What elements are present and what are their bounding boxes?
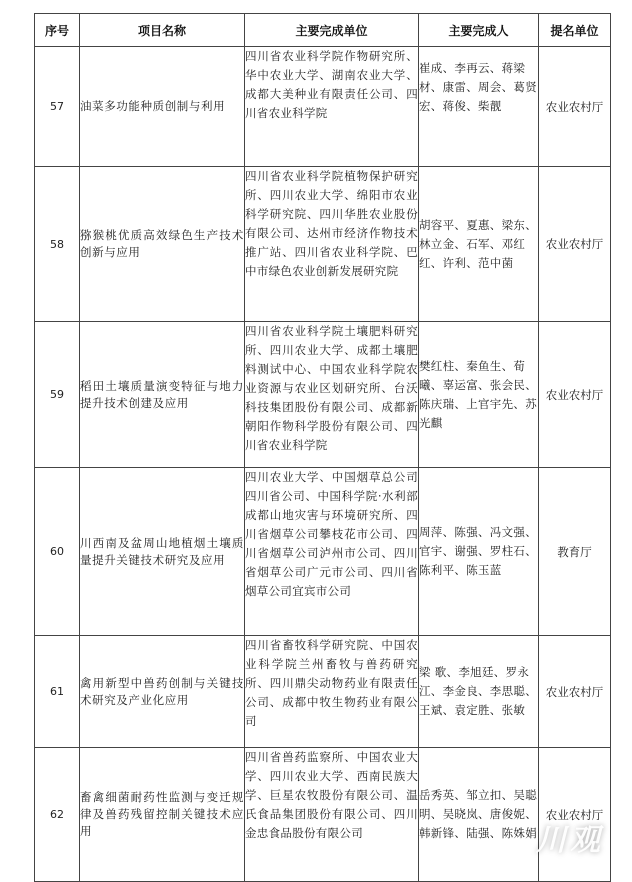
- row-no: 59: [35, 322, 80, 468]
- row-no: 57: [35, 47, 80, 167]
- row-main-persons: 岳秀英、邹立扣、吴聪明、吴晓岚、唐俊妮、韩新锋、陆强、陈姝娟: [419, 748, 539, 882]
- row-project-name: 油菜多功能种质创制与利用: [80, 47, 245, 167]
- row-main-units: 四川省畜牧科学研究院、中国农业科学院兰州畜牧与兽药研究所、四川鼎尖动物药业有限责任公司、成都中牧生物药业有限公司: [245, 636, 419, 748]
- row-nominating-unit: 农业农村厅: [539, 748, 611, 882]
- table-row: [35, 748, 611, 882]
- row-nominating-unit: 农业农村厅: [539, 322, 611, 468]
- header-main-persons: 主要完成人: [419, 14, 539, 47]
- row-project-name: 川西南及盆周山地植烟土壤质量提升关键技术研究及应用: [80, 468, 245, 636]
- table-header-row: [35, 14, 611, 47]
- table-row: [35, 468, 611, 636]
- header-nominating-unit: 提名单位: [539, 14, 611, 47]
- row-main-units: 四川省兽药监察所、中国农业大学、四川农业大学、西南民族大学、巨星农牧股份有限公司、温氏食品集团股份有限公司、四川金忠食品股份有限公司: [245, 748, 419, 882]
- table-row: [35, 322, 611, 468]
- table-row: [35, 47, 611, 167]
- row-main-persons: 周萍、陈强、冯文强、官宇、谢强、罗柱石、陈利平、陈玉蓝: [419, 468, 539, 636]
- row-main-persons: 樊红柱、秦鱼生、荀曦、辜运富、张会民、陈庆瑞、上官宇先、苏光麒: [419, 322, 539, 468]
- table-row: [35, 167, 611, 322]
- row-main-units: 四川省农业科学院植物保护研究所、四川农业大学、绵阳市农业科学研究院、四川华胜农业股份有限公司、达州市经济作物技术推广站、四川省农业科学院、巴中市绿色农业创新发展研究院: [245, 167, 419, 322]
- header-no: 序号: [35, 14, 80, 47]
- row-main-units: 四川农业大学、中国烟草总公司四川省公司、中国科学院·水利部成都山地灾害与环境研究所、四川省烟草公司攀枝花市公司、四川省烟草公司泸州市公司、四川省烟草公司广元市公司、四川省烟草公司宜宾市公司: [245, 468, 419, 636]
- row-main-persons: 胡容平、夏惠、梁东、林立金、石军、邓红红、许利、范中菌: [419, 167, 539, 322]
- header-main-units: 主要完成单位: [245, 14, 419, 47]
- row-main-units: 四川省农业科学院作物研究所、华中农业大学、湖南农业大学、成都大美种业有限责任公司、四川省农业科学院: [245, 47, 419, 167]
- row-nominating-unit: 农业农村厅: [539, 47, 611, 167]
- row-main-units: 四川省农业科学院土壤肥料研究所、四川农业大学、成都土壤肥料测试中心、中国农业科学院农业资源与农业区划研究所、台沃科技集团股份有限公司、成都新朝阳作物科学股份有限公司、四川省农业科学院: [245, 322, 419, 468]
- awards-table: [34, 13, 611, 882]
- table-row: [35, 636, 611, 748]
- row-nominating-unit: 农业农村厅: [539, 167, 611, 322]
- row-nominating-unit: 教育厅: [539, 468, 611, 636]
- row-no: 58: [35, 167, 80, 322]
- row-main-persons: 梁 歌、李旭廷、罗永江、李金良、李思聪、王斌、袁定胜、张敏: [419, 636, 539, 748]
- header-project-name: 项目名称: [80, 14, 245, 47]
- row-project-name: 稻田土壤质量演变特征与地力提升技术创建及应用: [80, 322, 245, 468]
- row-no: 62: [35, 748, 80, 882]
- row-no: 60: [35, 468, 80, 636]
- row-project-name: 禽用新型中兽药创制与关键技术研究及产业化应用: [80, 636, 245, 748]
- row-project-name: 猕猴桃优质高效绿色生产技术创新与应用: [80, 167, 245, 322]
- row-no: 61: [35, 636, 80, 748]
- row-project-name: 畜禽细菌耐药性监测与变迁规律及兽药残留控制关键技术应用: [80, 748, 245, 882]
- row-main-persons: 崔成、李再云、蒋梁材、康雷、周会、葛贤宏、蒋俊、柴靓: [419, 47, 539, 167]
- row-nominating-unit: 农业农村厅: [539, 636, 611, 748]
- chuanguan-watermark-logo: 川观: [536, 823, 604, 858]
